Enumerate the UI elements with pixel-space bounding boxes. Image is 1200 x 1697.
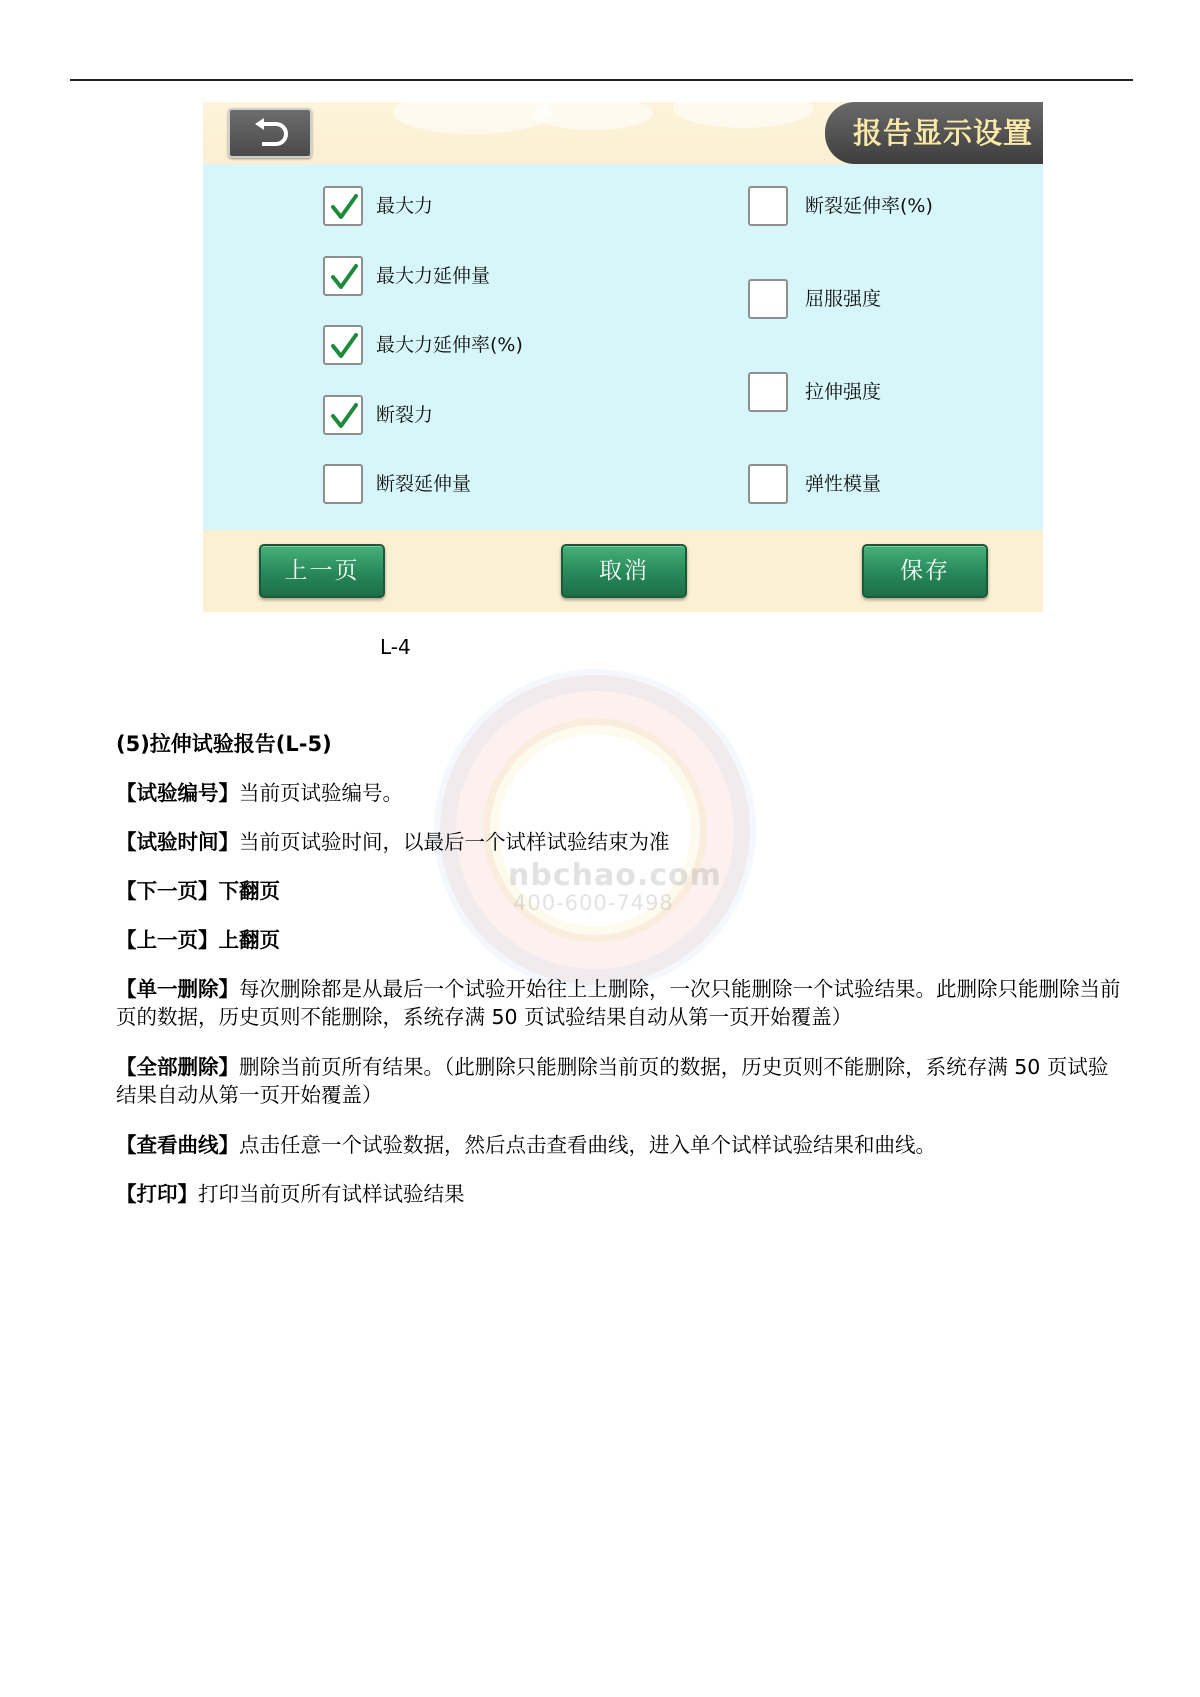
back-button[interactable] — [228, 108, 312, 158]
watermark-phone: 400-600-7498 — [513, 891, 674, 915]
title-bar — [203, 102, 1043, 164]
item-desc: 当前页试验编号。 — [239, 781, 403, 805]
checkbox-max-force[interactable] — [323, 186, 363, 226]
page-header-rule — [70, 79, 1133, 81]
item-term: 【单一删除】 — [116, 977, 239, 1001]
item-desc: 每次删除都是从最后一个试验开始往上上删除，一次只能删除一个试验结果。此删除只能删除当前页的数据，历史页则不能删除，系统存满 50 页试验结果自动从第一页开始覆盖） — [116, 977, 1121, 1029]
item-single-delete — [116, 975, 1128, 1031]
checkbox-break-force[interactable] — [323, 395, 363, 435]
checkmark-icon — [329, 262, 359, 292]
cancel-button[interactable]: 取消 — [561, 544, 687, 598]
item-term: 【打印】 — [116, 1182, 198, 1206]
option-label: 断裂力 — [376, 404, 434, 426]
item-desc: 当前页试验时间，以最后一个试样试验结束为准 — [239, 830, 670, 854]
option-label: 弹性模量 — [805, 473, 882, 495]
option-label: 断裂延伸量 — [376, 473, 472, 495]
option-label: 最大力 — [376, 195, 434, 217]
item-desc: 下翻页 — [218, 879, 280, 903]
option-label: 拉伸强度 — [805, 381, 882, 403]
item-next-page — [116, 877, 1128, 905]
checkbox-elastic-modulus[interactable] — [748, 464, 788, 504]
item-term: 【下一页】 — [116, 879, 219, 903]
item-term: 【全部删除】 — [116, 1055, 239, 1079]
option-label: 最大力延伸量 — [376, 265, 491, 287]
checkmark-icon — [329, 331, 359, 361]
option-label: 断裂延伸率(%) — [805, 195, 933, 217]
report-display-settings-screen — [203, 102, 1043, 612]
item-prev-page — [116, 926, 1128, 954]
options-panel — [203, 164, 1043, 530]
prev-page-button[interactable]: 上一页 — [259, 544, 385, 598]
item-term: 【试验时间】 — [116, 830, 239, 854]
item-desc: 点击任意一个试验数据，然后点击查看曲线，进入单个试样试验结果和曲线。 — [239, 1133, 936, 1157]
item-term: 【试验编号】 — [116, 781, 239, 805]
item-desc: 删除当前页所有结果。（此删除只能删除当前页的数据，历史页则不能删除，系统存满 50 页试验结果自动从第一页开始覆盖） — [116, 1055, 1109, 1107]
item-term: 【查看曲线】 — [116, 1133, 239, 1157]
item-test-number — [116, 779, 1128, 807]
checkbox-break-extension[interactable] — [323, 464, 363, 504]
item-desc: 上翻页 — [218, 928, 280, 952]
figure-caption: L-4 — [380, 635, 411, 659]
checkmark-icon — [329, 401, 359, 431]
item-term: 【上一页】 — [116, 928, 219, 952]
cloud-decoration — [533, 102, 653, 130]
cloud-decoration — [673, 102, 813, 128]
item-view-curve — [116, 1131, 1128, 1159]
button-bar — [203, 530, 1043, 612]
undo-arrow-icon — [252, 118, 290, 150]
item-desc: 打印当前页所有试样试验结果 — [198, 1182, 465, 1206]
checkbox-yield-strength[interactable] — [748, 279, 788, 319]
cloud-decoration — [393, 102, 553, 134]
checkbox-break-elongation[interactable] — [748, 186, 788, 226]
title-tab — [825, 102, 1043, 164]
item-test-time — [116, 828, 1128, 856]
section-heading: (5)拉伸试验报告(L-5) — [116, 732, 332, 756]
item-print — [116, 1180, 1128, 1208]
watermark-name: nbchao.com — [508, 858, 722, 893]
checkbox-tensile-strength[interactable] — [748, 372, 788, 412]
save-button[interactable]: 保存 — [862, 544, 988, 598]
item-delete-all — [116, 1053, 1128, 1109]
option-label: 最大力延伸率(%) — [376, 334, 523, 356]
checkbox-max-force-extension[interactable] — [323, 256, 363, 296]
option-label: 屈服强度 — [805, 288, 882, 310]
checkbox-max-force-elongation[interactable] — [323, 325, 363, 365]
screen-title: 报告显示设置 — [852, 116, 1033, 150]
checkmark-icon — [329, 192, 359, 222]
